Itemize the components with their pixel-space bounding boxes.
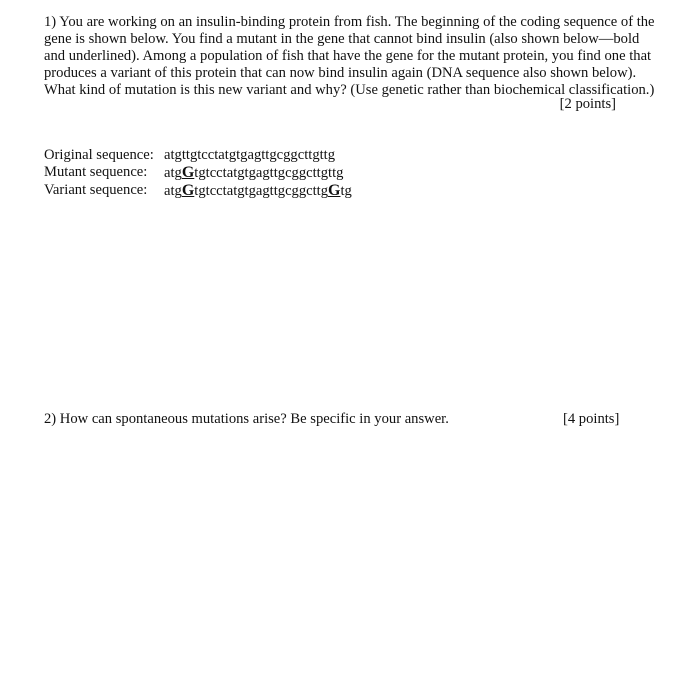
variant-middle: tgtcctatgtgagttgcggcttg <box>194 183 329 199</box>
mutant-insertion: G <box>181 164 195 181</box>
variant-prefix: atg <box>164 183 182 199</box>
variant-insertion-1: G <box>181 182 195 199</box>
question-1-line-3: and underlined). Among a population of fish that have the gene for the mutant protein, you find one that <box>44 48 652 64</box>
sequence-block <box>44 147 352 200</box>
question-1-line-2: gene is shown below. You find a mutant in the gene that cannot bind insulin (also shown below—bold <box>44 31 640 47</box>
variant-insertion-2: G <box>328 182 341 199</box>
original-sequence-label: Original sequence: <box>44 147 154 163</box>
question-1 <box>44 14 655 99</box>
variant-sequence-row <box>44 182 352 200</box>
original-sequence-row <box>44 147 352 164</box>
original-sequence-value: atgttgtcctatgtgagttgcggcttgttg <box>164 147 336 163</box>
mutant-sequence-value <box>164 164 343 182</box>
question-1-line-4: produces a variant of this protein that can now bind insulin again (DNA sequence also shown below). <box>44 65 637 81</box>
question-1-line-5: What kind of mutation is this new variant and why? (Use genetic rather than biochemical classification.) <box>44 82 655 98</box>
variant-sequence-label: Variant sequence: <box>44 182 148 198</box>
mutant-suffix: tgtcctatgtgagttgcggcttgttg <box>194 165 344 181</box>
question-2-points: [4 points] <box>563 411 620 427</box>
variant-suffix: tg <box>340 183 352 199</box>
mutant-sequence-row <box>44 164 352 182</box>
mutant-prefix: atg <box>164 165 182 181</box>
question-1-points: [2 points] <box>559 96 616 112</box>
question-1-line-1: 1) You are working on an insulin-binding protein from fish. The beginning of the coding sequence of the <box>44 14 655 30</box>
question-2: 2) How can spontaneous mutations arise? Be specific in your answer. <box>44 411 449 427</box>
mutant-sequence-label: Mutant sequence: <box>44 164 148 180</box>
variant-sequence-value <box>164 182 352 200</box>
